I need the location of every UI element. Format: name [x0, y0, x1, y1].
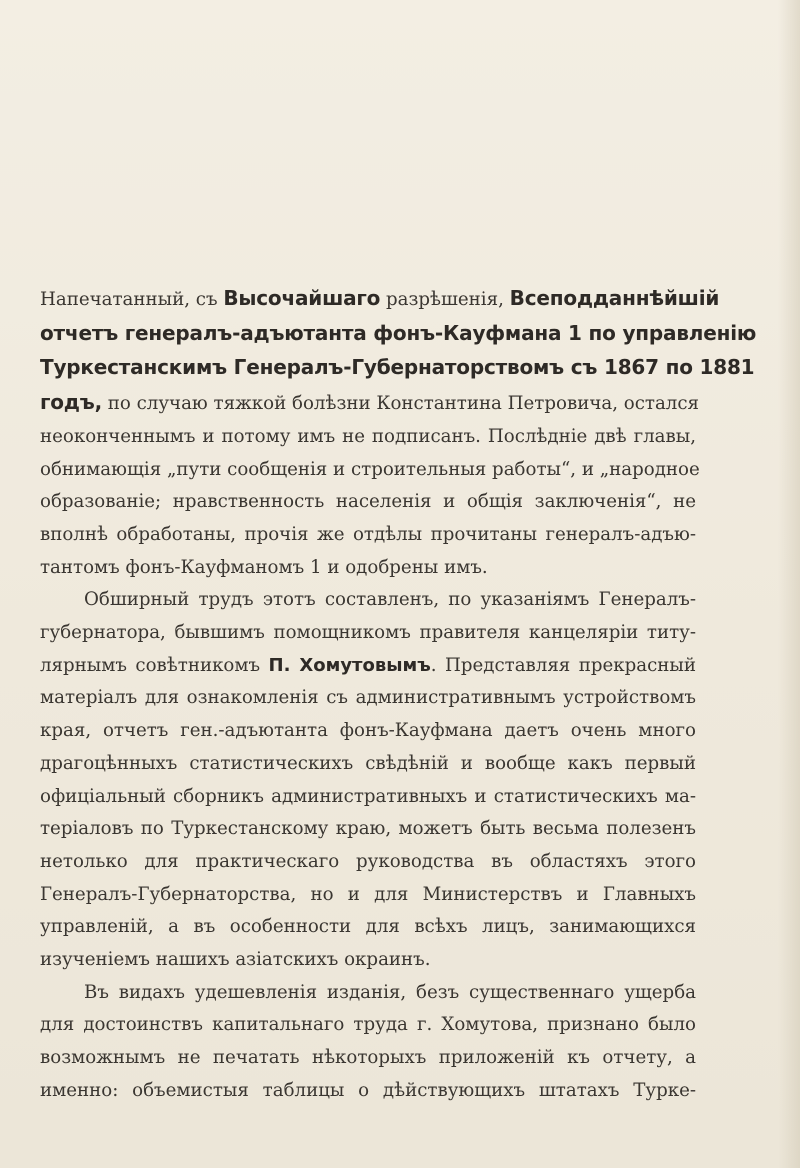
page-edge-shadow: [778, 0, 800, 1168]
text-line: [40, 519, 696, 552]
text-run: вполнѣ обработаны, прочія же отдѣлы прочитаны генералъ-адъю-: [40, 523, 696, 545]
text-run: изученіемъ нашихъ азіатскихъ окраинъ.: [40, 949, 431, 971]
text-run: матеріалъ для ознакомленія съ административнымъ устройствомъ: [40, 687, 696, 709]
text-line: [40, 317, 757, 352]
paragraph: [40, 977, 696, 1108]
text-line: [40, 584, 696, 617]
text-run: по случаю тяжкой болѣзни Константина Петровича, остался: [101, 393, 700, 415]
text-line: [40, 813, 696, 846]
text-run: офиціальный сборникъ административныхъ и статистическихъ ма-: [40, 785, 696, 807]
bold-text: Всеподданнѣйшій: [509, 286, 720, 310]
bold-text: отчетъ генералъ-адъютанта фонъ-Кауфмана 1 по управленію: [40, 320, 757, 345]
paragraph: [40, 282, 757, 584]
text-run: тантомъ фонъ-Кауфманомъ 1 и одобрены имъ.: [40, 556, 488, 578]
text-run: края, отчетъ ген.-адъютанта фонъ-Кауфмана даетъ очень много: [40, 720, 696, 742]
text-run: нетолько для практическаго руководства въ областяхъ этого: [40, 850, 696, 872]
paragraph: [40, 584, 696, 976]
text-line: [40, 977, 696, 1010]
text-line: [40, 879, 696, 912]
text-line: [40, 715, 696, 748]
body-text: [40, 282, 757, 1108]
text-line: [40, 846, 696, 879]
text-line: [40, 781, 696, 814]
text-line: [40, 1009, 696, 1042]
text-run: теріаловъ по Туркестанскому краю, можетъ быть весьма полезенъ: [40, 818, 696, 840]
text-run: драгоцѣнныхъ статистическихъ свѣдѣній и вообще какъ первый: [40, 752, 696, 774]
text-run: Въ видахъ удешевленія изданія, безъ существеннаго ущерба: [84, 981, 696, 1003]
text-run: Обширный трудъ этотъ составленъ, по указаніямъ Генералъ-: [84, 589, 696, 611]
text-line: [40, 944, 696, 977]
text-line: [40, 650, 696, 683]
text-run: управленій, а въ особенности для всѣхъ лицъ, занимающихся: [40, 916, 696, 938]
text-run: образованіе; нравственность населенія и общія заключенія“, не: [40, 491, 696, 513]
text-line: [40, 682, 696, 715]
text-line: [40, 282, 720, 317]
text-run: губернатора, бывшимъ помощникомъ правителя канцеляріи титу-: [40, 622, 696, 644]
text-line: [40, 386, 700, 421]
text-line: [40, 552, 696, 585]
text-run: для достоинствъ капитальнаго труда г. Хомутова, признано было: [40, 1014, 696, 1036]
text-line: [40, 351, 755, 386]
text-line: [40, 1042, 696, 1075]
bold-text: П. Хомутовымъ: [268, 654, 431, 676]
bold-text: Высочайшаго: [223, 286, 381, 310]
bold-text: Туркестанскимъ Генералъ-Губернаторствомъ съ 1867 по 1881: [40, 355, 755, 380]
text-line: [40, 617, 696, 650]
text-line: [40, 454, 700, 487]
text-run: Напечатанный, съ: [40, 289, 224, 310]
bold-text: годъ,: [40, 390, 102, 415]
text-run: . Представляя прекрасный: [430, 654, 696, 676]
text-line: [40, 748, 696, 781]
text-run: лярнымъ совѣтникомъ: [40, 654, 269, 676]
text-line: [40, 486, 696, 519]
text-run: неоконченнымъ и потому имъ не подписанъ. Послѣдніе двѣ главы,: [40, 425, 696, 447]
text-run: обнимающія „пути сообщенія и строительныя работы“, и „народное: [40, 458, 700, 480]
text-line: [40, 1075, 696, 1108]
text-run: Генералъ-Губернаторства, но и для Министерствъ и Главныхъ: [40, 883, 696, 905]
text-line: [40, 911, 696, 944]
text-run: разрѣшенія,: [380, 289, 510, 310]
text-run: именно: объемистыя таблицы о дѣйствующихъ штатахъ Турке-: [40, 1079, 696, 1101]
text-line: [40, 421, 696, 454]
text-run: возможнымъ не печатать нѣкоторыхъ приложеній къ отчету, а: [40, 1047, 696, 1069]
